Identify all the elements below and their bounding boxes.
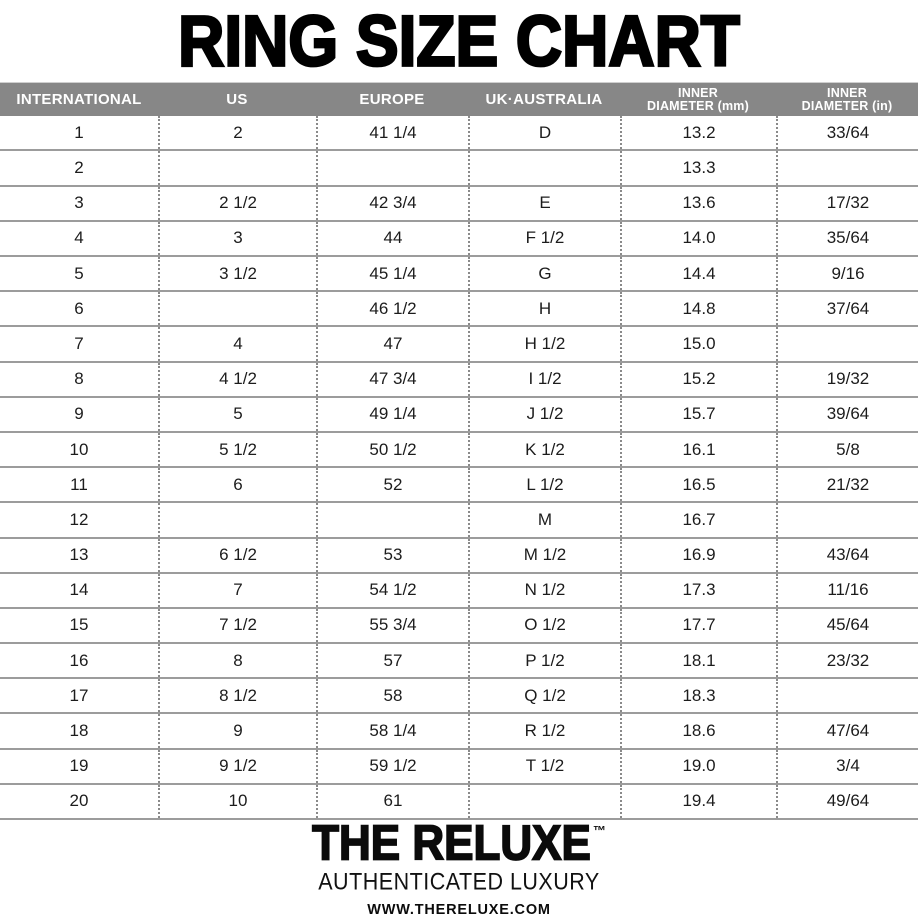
- table-row: [0, 116, 918, 151]
- trademark-symbol: ™: [592, 823, 606, 838]
- table-cell: 8: [74, 369, 84, 389]
- table-cell: 5/8: [776, 433, 918, 466]
- table-cell: 14: [69, 580, 89, 600]
- column-header: INTERNATIONAL: [16, 90, 142, 108]
- table-cell: 17.7: [620, 609, 776, 642]
- table-cell: 52: [316, 468, 468, 501]
- table-cell: 14.0: [620, 222, 776, 255]
- brand-logo: [312, 816, 606, 871]
- table-cell: 57: [316, 644, 468, 677]
- table-cell: 47: [316, 327, 468, 360]
- table-cell: H: [468, 292, 620, 325]
- title-section: [0, 0, 918, 82]
- table-cell: H 1/2: [468, 327, 620, 360]
- table-cell: 58: [316, 679, 468, 712]
- table-cell: Q 1/2: [468, 679, 620, 712]
- table-cell: 15.0: [620, 327, 776, 360]
- table-cell: 43/64: [776, 539, 918, 572]
- table-cell: 47 3/4: [316, 363, 468, 396]
- table-cell: [776, 151, 918, 184]
- table-cell: 3/4: [776, 750, 918, 783]
- table-cell: 41 1/4: [316, 116, 468, 149]
- table-row: [0, 503, 918, 538]
- table-cell: 5: [158, 398, 316, 431]
- table-cell: [158, 503, 316, 536]
- table-cell: 6: [158, 468, 316, 501]
- table-row: [0, 750, 918, 785]
- table-cell: 10: [158, 785, 316, 818]
- table-cell: K 1/2: [468, 433, 620, 466]
- table-cell: M 1/2: [468, 539, 620, 572]
- table-body: [0, 116, 918, 820]
- column-header: INNER DIAMETER (in): [801, 85, 893, 113]
- table-cell: 44: [316, 222, 468, 255]
- table-cell: L 1/2: [468, 468, 620, 501]
- table-cell: 17/32: [776, 187, 918, 220]
- table-cell: J 1/2: [468, 398, 620, 431]
- table-cell: 19.4: [620, 785, 776, 818]
- footer-section: [0, 816, 918, 918]
- table-cell: [776, 679, 918, 712]
- table-cell: [316, 151, 468, 184]
- table-cell: 45 1/4: [316, 257, 468, 290]
- table-cell: 53: [316, 539, 468, 572]
- table-cell: 7 1/2: [158, 609, 316, 642]
- table-cell: 9: [74, 404, 84, 424]
- table-cell: 5 1/2: [158, 433, 316, 466]
- table-cell: 16.1: [620, 433, 776, 466]
- column-header: INNER DIAMETER (mm): [647, 85, 749, 113]
- table-cell: 9/16: [776, 257, 918, 290]
- table-cell: 2 1/2: [158, 187, 316, 220]
- page-title: RING SIZE CHART: [178, 0, 740, 82]
- table-cell: 17.3: [620, 574, 776, 607]
- table-cell: 3: [74, 193, 84, 213]
- table-cell: 10: [69, 439, 89, 459]
- table-cell: 37/64: [776, 292, 918, 325]
- column-header: UK·AUSTRALIA: [485, 90, 603, 108]
- table-cell: [468, 151, 620, 184]
- table-cell: [468, 785, 620, 818]
- table-row: [0, 644, 918, 679]
- table-cell: 15: [69, 615, 89, 635]
- brand-tagline: AUTHENTICATED LUXURY: [318, 868, 600, 896]
- table-cell: 16: [69, 650, 89, 670]
- table-cell: 2: [74, 158, 84, 178]
- table-row: [0, 187, 918, 222]
- table-row: [0, 151, 918, 186]
- table-cell: 16.9: [620, 539, 776, 572]
- table-cell: 33/64: [776, 116, 918, 149]
- table-cell: M: [468, 503, 620, 536]
- table-cell: O 1/2: [468, 609, 620, 642]
- table-cell: R 1/2: [468, 714, 620, 747]
- table-cell: 46 1/2: [316, 292, 468, 325]
- table-cell: [158, 151, 316, 184]
- table-row: [0, 539, 918, 574]
- table-cell: 15.2: [620, 363, 776, 396]
- column-header: US: [226, 90, 248, 108]
- table-cell: 8 1/2: [158, 679, 316, 712]
- table-cell: 6 1/2: [158, 539, 316, 572]
- table-cell: 11/16: [776, 574, 918, 607]
- table-cell: [776, 327, 918, 360]
- table-cell: 59 1/2: [316, 750, 468, 783]
- table-cell: 18.1: [620, 644, 776, 677]
- table-cell: 15.7: [620, 398, 776, 431]
- table-cell: I 1/2: [468, 363, 620, 396]
- table-cell: 50 1/2: [316, 433, 468, 466]
- table-cell: 21/32: [776, 468, 918, 501]
- table-row: [0, 327, 918, 362]
- table-cell: 58 1/4: [316, 714, 468, 747]
- table-cell: 7: [158, 574, 316, 607]
- table-cell: 16.5: [620, 468, 776, 501]
- table-cell: 13.3: [620, 151, 776, 184]
- table-cell: 20: [69, 791, 89, 811]
- table-header-row: [0, 82, 918, 116]
- table-cell: 47/64: [776, 714, 918, 747]
- table-cell: 8: [158, 644, 316, 677]
- table-row: [0, 363, 918, 398]
- table-cell: P 1/2: [468, 644, 620, 677]
- table-cell: 9: [158, 714, 316, 747]
- table-cell: 13.6: [620, 187, 776, 220]
- table-cell: 12: [69, 509, 89, 529]
- table-cell: 3 1/2: [158, 257, 316, 290]
- table-cell: 13.2: [620, 116, 776, 149]
- table-cell: 23/32: [776, 644, 918, 677]
- table-cell: 16.7: [620, 503, 776, 536]
- table-cell: 42 3/4: [316, 187, 468, 220]
- table-row: [0, 468, 918, 503]
- table-cell: 2: [158, 116, 316, 149]
- table-cell: G: [468, 257, 620, 290]
- table-cell: 39/64: [776, 398, 918, 431]
- table-cell: 61: [316, 785, 468, 818]
- table-cell: 17: [69, 685, 89, 705]
- website-url: WWW.THERELUXE.COM: [367, 902, 551, 918]
- table-cell: F 1/2: [468, 222, 620, 255]
- table-cell: 45/64: [776, 609, 918, 642]
- table-row: [0, 257, 918, 292]
- table-cell: [776, 503, 918, 536]
- table-cell: 35/64: [776, 222, 918, 255]
- table-row: [0, 714, 918, 749]
- brand-name: THE RELUXE: [312, 816, 591, 871]
- table-cell: 54 1/2: [316, 574, 468, 607]
- table-row: [0, 433, 918, 468]
- table-cell: 4 1/2: [158, 363, 316, 396]
- table-cell: 49/64: [776, 785, 918, 818]
- table-row: [0, 785, 918, 820]
- table-cell: 14.4: [620, 257, 776, 290]
- table-row: [0, 609, 918, 644]
- table-cell: T 1/2: [468, 750, 620, 783]
- table-cell: 55 3/4: [316, 609, 468, 642]
- table-row: [0, 398, 918, 433]
- table-row: [0, 292, 918, 327]
- table-cell: 14.8: [620, 292, 776, 325]
- table-cell: 13: [69, 545, 89, 565]
- table-cell: E: [468, 187, 620, 220]
- table-cell: 6: [74, 298, 84, 318]
- column-header: EUROPE: [359, 90, 425, 108]
- table-cell: 18: [69, 721, 89, 741]
- table-cell: 19/32: [776, 363, 918, 396]
- table-cell: 49 1/4: [316, 398, 468, 431]
- table-cell: 18.6: [620, 714, 776, 747]
- table-row: [0, 679, 918, 714]
- table-cell: 18.3: [620, 679, 776, 712]
- table-row: [0, 574, 918, 609]
- table-row: [0, 222, 918, 257]
- ring-size-table: [0, 82, 918, 820]
- table-cell: 9 1/2: [158, 750, 316, 783]
- table-cell: 1: [74, 122, 84, 142]
- table-cell: D: [468, 116, 620, 149]
- table-cell: 19.0: [620, 750, 776, 783]
- table-cell: [316, 503, 468, 536]
- table-cell: 4: [158, 327, 316, 360]
- table-cell: 19: [69, 756, 89, 776]
- table-cell: 5: [74, 263, 84, 283]
- table-cell: 3: [158, 222, 316, 255]
- table-cell: 11: [70, 474, 88, 494]
- table-cell: 4: [74, 228, 84, 248]
- table-cell: 7: [74, 333, 84, 353]
- table-cell: N 1/2: [468, 574, 620, 607]
- table-cell: [158, 292, 316, 325]
